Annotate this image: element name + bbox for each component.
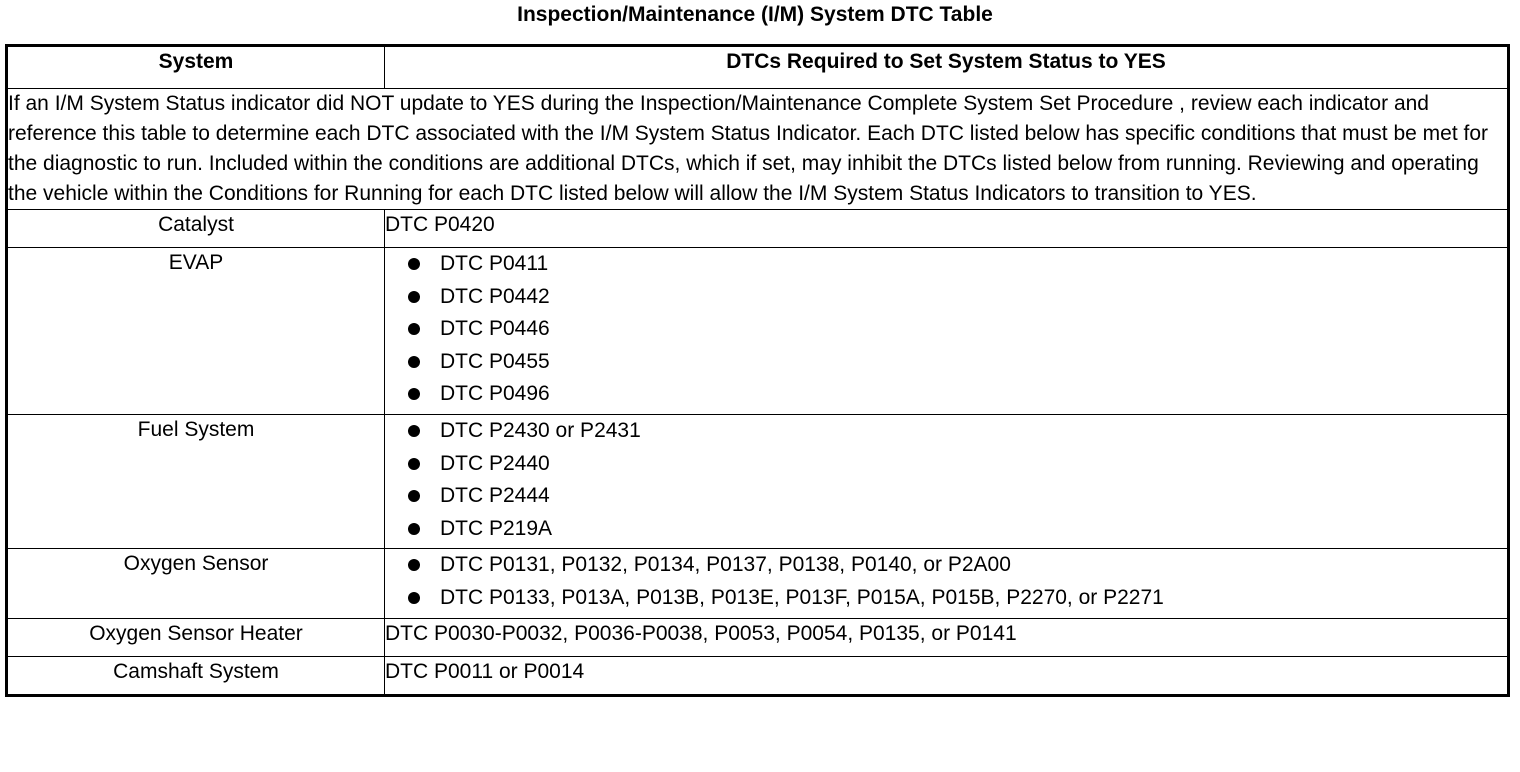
list-item: DTC P0496 [405, 378, 1507, 411]
column-header-dtcs: DTCs Required to Set System Status to YES [385, 46, 1509, 89]
column-header-system: System [7, 46, 385, 89]
table-row-evap [7, 248, 1509, 415]
dtc-list [385, 248, 1507, 414]
list-item: DTC P0455 [405, 346, 1507, 379]
system-cell: Oxygen Sensor [7, 549, 385, 618]
dtc-cell [385, 248, 1509, 415]
list-item: DTC P2444 [405, 480, 1507, 513]
system-cell: Fuel System [7, 414, 385, 548]
system-cell: EVAP [7, 248, 385, 415]
dtc-list [385, 549, 1507, 617]
list-item: DTC P0411 [405, 248, 1507, 281]
list-item: DTC P0442 [405, 281, 1507, 314]
intro-text: If an I/M System Status indicator did NOT update to YES during the Inspection/Maintenance Complete System Set Procedure , review each indicator and reference this table to determine each DTC associated with the I/M System Status Indicator. Each DTC listed below has specific conditions that must be met for the diagnostic to run. Included within the conditions are additional DTCs, which if set, may inhibit the DTCs listed below from running. Reviewing and operating the vehicle within the Conditions for Running for each DTC listed below will allow the I/M System Status Indicators to transition to YES. [7, 89, 1509, 210]
intro-row [7, 89, 1509, 210]
dtc-cell [385, 549, 1509, 618]
document-title: Inspection/Maintenance (I/M) System DTC Table [517, 3, 993, 26]
list-item: DTC P2440 [405, 448, 1507, 481]
dtc-list [385, 415, 1507, 548]
system-cell: Oxygen Sensor Heater [7, 618, 385, 656]
dtc-table [5, 44, 1510, 697]
list-item: DTC P219A [405, 513, 1507, 546]
system-cell: Camshaft System [7, 656, 385, 695]
list-item: DTC P0446 [405, 313, 1507, 346]
list-item: DTC P2430 or P2431 [405, 415, 1507, 448]
dtc-cell: DTC P0420 [385, 210, 1509, 248]
system-cell: Catalyst [7, 210, 385, 248]
table-header-row [7, 46, 1509, 89]
list-item: DTC P0133, P013A, P013B, P013E, P013F, P015A, P015B, P2270, or P2271 [405, 582, 1507, 615]
dtc-cell: DTC P0030-P0032, P0036-P0038, P0053, P0054, P0135, or P0141 [385, 618, 1509, 656]
dtc-cell: DTC P0011 or P0014 [385, 656, 1509, 695]
table-row-catalyst [7, 210, 1509, 248]
list-item: DTC P0131, P0132, P0134, P0137, P0138, P0140, or P2A00 [405, 549, 1507, 582]
table-row-oxygen-sensor [7, 549, 1509, 618]
table-row-camshaft-system [7, 656, 1509, 695]
table-row-oxygen-sensor-heater [7, 618, 1509, 656]
dtc-cell [385, 414, 1509, 548]
table-row-fuel-system [7, 414, 1509, 548]
